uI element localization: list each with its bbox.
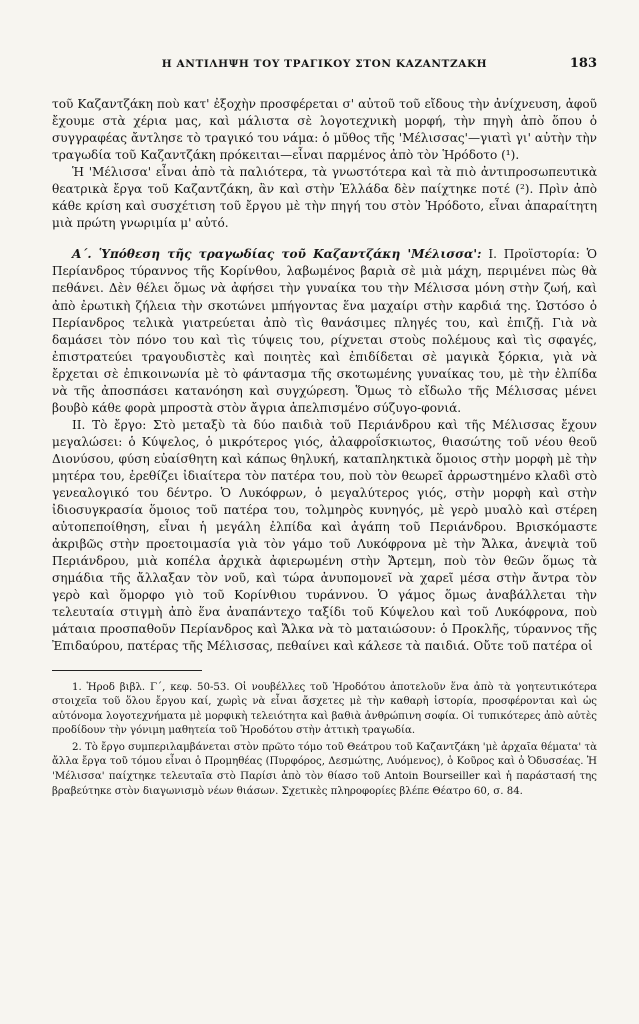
footnote-divider <box>52 670 202 671</box>
running-title: Η ΑΝΤΙΛΗΨΗ ΤΟΥ ΤΡΑΓΙΚΟΥ ΣΤΟΝ ΚΑΖΑΝΤΖΑΚΗ <box>161 58 488 70</box>
running-header <box>52 58 597 80</box>
page-number: 183 <box>569 56 597 71</box>
intro-paragraph-2: Ἡ 'Μέλισσα' εἶναι ἀπὸ τὰ παλιότερα, τὰ γνωστότερα καὶ τὰ πιὸ ἀντιπροσωπευτικὰ θεατρικὰ ἔργα τοῦ Καζαντζάκη, ἂν καὶ στὴν Ἑλλάδα δὲν παίχτηκε ποτέ (²). Πρὶν ἀπὸ κάθε κρίση καὶ συσχέτιση τοῦ ἔργου μὲ τὴν πηγή του στὸν Ἡρόδοτο, εἶναι ἀπαραίτητη μιὰ πρώτη γνωριμία μ' αὐτό. <box>52 165 597 231</box>
footnote-1: 1. Ἡροδ βιβλ. Γ΄, κεφ. 50-53. Οἱ νουβέλλες τοῦ Ἡροδότου ἀποτελοῦν ἕνα ἀπὸ τὰ γοητευτικότερα στοιχεῖα τοῦ ὅλου ἔργου καί, χωρὶς νὰ εἶναι ἄσχετες μὲ τὴν καθαρὴ ἱστορία, προσφέρονται καὶ ὡς αὐτόνομα λογοτεχνήματα μὲ μορφικὴ τελειότητα καὶ βαθιὰ ἀνθρώπινη σοφία. Οἱ τυπικότερες ἀπὸ αὐτὲς προδίδουν τὴν γόνιμη μαθητεία τοῦ Ἡροδότου στὴν ἀττικὴ τραγωδία. <box>52 681 597 737</box>
section-a-paragraph-1 <box>52 246 597 416</box>
section-heading: Α΄. Ὑπόθεση τῆς τραγωδίας τοῦ Καζαντζάκη 'Μέλισσα': <box>72 247 482 262</box>
work-text: Στὸ μεταξὺ τὰ δύο παιδιὰ τοῦ Περιάνδρου καὶ τῆς Μέλισσας ἔχουν μεγαλώσει: ὁ Κύψελος, ὁ μικρότερος γιός, ἀλαφροΐσκιωτος, θιασώτης τοῦ νέου θεοῦ Διονύσου, φύση εὐαίσθητη καὶ κάπως θηλυκή, καταπληκτικὰ ὅμοιος στὴν μορφὴ μὲ τὴν μητέρα του, ἐρεθίζει ἰδιαίτερα τὸν πατέρα του, ποὺ τὸν θεωρεῖ ἀρρωστημένο κλαδὶ στὸ γενεαλογικό του δέντρο. Ὁ Λυκόφρων, ὁ μεγαλύτερος γιός, στὴν μορφὴ καὶ στὴν ἰδιοσυγκρασία ὅμοιος τοῦ πατέρα του, τολμηρὸς κυνηγός, μὲ γερὸ μυαλὸ καὶ στέρεη αὐτοπεποίθηση, εἶναι ἡ μεγάλη ἐλπίδα καὶ ἀγάπη τοῦ Περιάνδρου. Βρισκόμαστε ἀκριβῶς στὴν προετοιμασία γιὰ τὸν γάμο τοῦ Λυκόφρονα μὲ τὴν Ἄλκα, ἀνεψιὰ τοῦ Περιάνδρου, μιὰ κοπέλα ἀρχικὰ ἀφιερωμένη στὴν Ἄρτεμη, ποὺ τὸν θεῶν ὅμως τὰ σημάδια τῆς ἄλλαξαν τὸν νοῦ, καὶ τώρα ἀνυπομονεῖ νὰ χαρεῖ μέσα στὴν ἄντρα τὸν γερὸ καὶ ὅμορφο γιὸ τοῦ Κορίνθιου τυράννου. Ὁ γάμος ὅμως ἀναβάλλεται τὴν τελευταία στιγμὴ ἀπὸ ἕνα ἀναπάντεχο ταξίδι τοῦ Κύψελου καὶ τοῦ Λυκόφρονα, ποὺ μάταια προσπαθοῦν Περίανδρος καὶ Ἄλκα νὰ τὸ ματαιώσουν: ὁ Προκλῆς, τύραννος τῆς Ἐπιδαύρου, πατέρας τῆς Μέλισσας, πεθαίνει καὶ κάλεσε τὰ παιδιά. Οὔτε τοῦ πατέρα οἱ <box>52 417 597 654</box>
subheading-work: ΙΙ. Τὸ ἔργο: <box>72 417 147 432</box>
main-text <box>52 96 597 656</box>
footnotes <box>52 681 597 800</box>
footnote-2: 2. Τὸ ἔργο συμπεριλαμβάνεται στὸν πρῶτο τόμο τοῦ Θεάτρου τοῦ Καζαντζάκη 'μὲ ἀρχαῖα θέματα' τὰ ἄλλα ἔργα τοῦ τόμου εἶναι ὁ Προμηθέας (Πυρφόρος, Δεσμώτης, Λυόμενος), ὁ Κοῦρος καὶ ὁ Ὀδυσσέας. Ἡ 'Μέλισσα' παίχτηκε τελευταῖα στὸ Παρίσι ἀπὸ τὸν θίασο τοῦ Antoin Bourseiller καὶ ἡ παράστασή της βραβεύτηκε στὸν διαγωνισμὸ νέων θιάσων. Σχετικὲς πληροφορίες βλέπε Θέατρο 60, σ. 84. <box>52 741 597 797</box>
section-a-paragraph-2 <box>52 417 597 656</box>
subheading-prehistory: Ι. Προϊστορία: <box>488 247 580 262</box>
intro-paragraph-1: τοῦ Καζαντζάκη ποὺ κατ' ἐξοχὴν προσφέρεται σ' αὐτοῦ τοῦ εἴδους τὴν ἀνίχνευση, ἀφοῦ ἔχουμε στὰ χέρια μας, καὶ μάλιστα σὲ λογοτεχνικὴ μορφή, τὴν πηγὴ ἀπὸ ὅπου ὁ συγγραφέας ἄντλησε τὸ τραγικό του νάμα: ὁ μῦθος τῆς 'Μέλισσας'—γιατὶ γι' αὐτὴν τὴν τραγωδία τοῦ Καζαντζάκη πρόκειται—εἶναι παρμένος ἀπὸ τὸν Ἡρόδοτο (¹). <box>52 97 597 163</box>
prehistory-text: Ὁ Περίανδρος τύραννος τῆς Κορίνθου, λαβωμένος βαριὰ σὲ μιὰ μάχη, περιμένει πὼς θὰ πεθάνει. Δὲν θέλει ὅμως νὰ ἀφήσει τὴν γυναίκα του τὴν Μέλισσα μόνη στὴν ζωή, καὶ ἀπὸ ἐρωτικὴ ζήλεια τὴν σκοτώνει μπήγοντας ἕνα μαχαίρι στὴν καρδιά της. Ὡστόσο ὁ Περίανδρος τελικὰ γιατρεύεται ἀπὸ τὶς θανάσιμες πληγές του, καὶ ἐπιζῇ. Γιὰ νὰ δαμάσει τὸν πόνο του καὶ τὶς τύψεις του, ρίχνεται στοὺς πολέμους καὶ τὶς σφαγές, ἐπιστρατεύει τραγουδιστὲς καὶ ποιητὲς καὶ ἐπιδίδεται σὲ μαγικὰ ξόρκια, γιὰ νὰ ἔρχεται σὲ ἐπικοινωνία μὲ τὸ φάντασμα τῆς σκοτωμένης γυναίκας του, μὲ τὴν ἐλπίδα νὰ τῆς ἀποσπάσει κατανόηση καὶ συγχώρεση. Ὅμως τὸ εἴδωλο τῆς Μέλισσας μένει βουβὸ κάθε φορὰ μπροστὰ στὸν ἄγρια ἀπελπισμένο σύζυγο-φονιά. <box>52 247 597 415</box>
